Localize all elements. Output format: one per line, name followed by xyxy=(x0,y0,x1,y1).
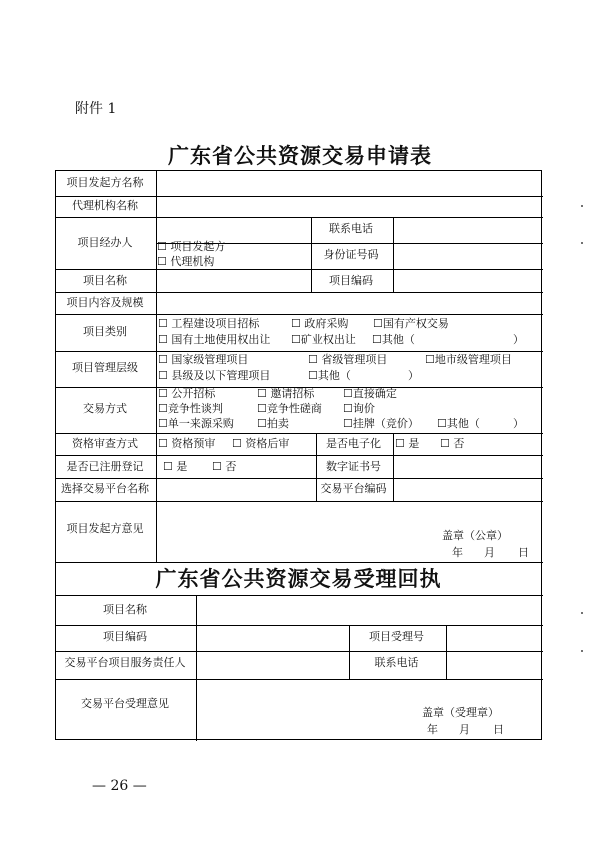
label-project-code: 项目编码 xyxy=(329,274,373,287)
checkbox-auction[interactable]: ☐拍卖 xyxy=(257,417,289,430)
checkbox-mining-rights[interactable]: ☐矿业权出让 xyxy=(291,333,356,346)
checkbox-negotiation[interactable]: ☐竞争性谈判 xyxy=(158,402,223,415)
receipt-label-accept-no: 项目受理号 xyxy=(369,630,424,643)
checkbox-method-other[interactable]: ☐其他（ xyxy=(437,417,480,430)
checkbox-single-source[interactable]: ☐单一来源采购 xyxy=(158,417,234,430)
checkbox-registered-yes[interactable]: ☐ 是 xyxy=(163,460,188,473)
checkbox-invited-bidding[interactable]: ☐ 邀请招标 xyxy=(257,387,315,400)
receipt-date-month: 月 xyxy=(459,723,470,736)
label-cert-number: 数字证书号 xyxy=(326,460,381,473)
method-other-close: ） xyxy=(513,417,524,430)
category-other-close: ） xyxy=(513,333,524,346)
seal-official: 盖章（公章） xyxy=(442,529,508,542)
scan-speck xyxy=(581,612,583,614)
date-day: 日 xyxy=(518,546,529,559)
checkbox-listing[interactable]: ☐挂牌（竞价） xyxy=(343,417,419,430)
label-initiator-name: 项目发起方名称 xyxy=(66,176,144,189)
label-handler: 项目经办人 xyxy=(77,236,133,249)
checkbox-inquiry[interactable]: ☐询价 xyxy=(343,402,375,415)
checkbox-electronic-yes[interactable]: ☐ 是 xyxy=(395,437,420,450)
checkbox-level-other[interactable]: ☐其他（ xyxy=(308,369,351,382)
checkbox-post-review[interactable]: ☐ 资格后审 xyxy=(232,437,290,450)
label-platform-name: 选择交易平台名称 xyxy=(61,482,149,495)
checkbox-direct[interactable]: ☐直接确定 xyxy=(343,387,397,400)
receipt-date-day: 日 xyxy=(493,723,504,736)
receipt-date-year: 年 xyxy=(427,723,438,736)
checkbox-construction-bidding[interactable]: ☐ 工程建设项目招标 xyxy=(158,317,260,330)
label-platform-code: 交易平台编码 xyxy=(320,482,387,495)
receipt-seal: 盖章（受理章） xyxy=(422,706,499,719)
receipt-label-opinion: 交易平台受理意见 xyxy=(81,697,169,710)
label-registered: 是否已注册登记 xyxy=(66,460,144,473)
checkbox-pre-review[interactable]: ☐ 资格预审 xyxy=(158,437,216,450)
attachment-label: 附件 1 xyxy=(75,101,117,117)
date-year: 年 xyxy=(452,546,463,559)
checkbox-handler-initiator[interactable]: ☐ 项目发起方 xyxy=(157,240,226,253)
checkbox-gov-procurement[interactable]: ☐ 政府采购 xyxy=(291,317,349,330)
label-contact-phone: 联系电话 xyxy=(329,222,373,235)
page-number: — 26 — xyxy=(92,778,147,794)
checkbox-national-level[interactable]: ☐ 国家级管理项目 xyxy=(158,353,249,366)
label-id-number: 身份证号码 xyxy=(323,248,379,261)
label-category: 项目类别 xyxy=(83,325,127,338)
label-qualification-review: 资格审查方式 xyxy=(72,437,138,450)
receipt-label-project-name: 项目名称 xyxy=(103,603,147,616)
receipt-title: 广东省公共资源交易受理回执 xyxy=(155,566,442,591)
label-initiator-opinion: 项目发起方意见 xyxy=(66,522,144,535)
form-table xyxy=(55,170,542,740)
checkbox-county-level[interactable]: ☐ 县级及以下管理项目 xyxy=(158,369,271,382)
checkbox-land-use[interactable]: ☐ 国有土地使用权出让 xyxy=(158,333,271,346)
label-agency-name: 代理机构名称 xyxy=(72,199,138,212)
checkbox-handler-agency[interactable]: ☐ 代理机构 xyxy=(157,255,215,268)
receipt-label-project-code: 项目编码 xyxy=(103,630,147,643)
checkbox-provincial-level[interactable]: ☐ 省级管理项目 xyxy=(308,353,388,366)
date-month: 月 xyxy=(484,546,495,559)
label-project-content: 项目内容及规模 xyxy=(66,296,144,309)
checkbox-electronic-no[interactable]: ☐ 否 xyxy=(440,437,465,450)
level-other-close: ） xyxy=(408,369,419,382)
scan-speck xyxy=(581,650,583,652)
label-management-level: 项目管理层级 xyxy=(72,361,138,374)
receipt-label-responsible: 交易平台项目服务责任人 xyxy=(64,656,186,669)
label-electronic: 是否电子化 xyxy=(326,437,381,450)
label-trade-method: 交易方式 xyxy=(83,402,127,415)
checkbox-registered-no[interactable]: ☐ 否 xyxy=(212,460,237,473)
form-title: 广东省公共资源交易申请表 xyxy=(168,143,432,168)
checkbox-consultation[interactable]: ☐竞争性磋商 xyxy=(257,402,322,415)
checkbox-open-bidding[interactable]: ☐ 公开招标 xyxy=(158,387,216,400)
checkbox-city-level[interactable]: ☐地市级管理项目 xyxy=(425,353,512,366)
checkbox-state-property[interactable]: ☐国有产权交易 xyxy=(373,317,449,330)
label-project-name: 项目名称 xyxy=(83,274,127,287)
scan-speck xyxy=(581,205,583,207)
receipt-label-phone: 联系电话 xyxy=(374,656,419,669)
checkbox-category-other[interactable]: ☐其他（ xyxy=(372,333,415,346)
scan-speck xyxy=(581,242,583,244)
